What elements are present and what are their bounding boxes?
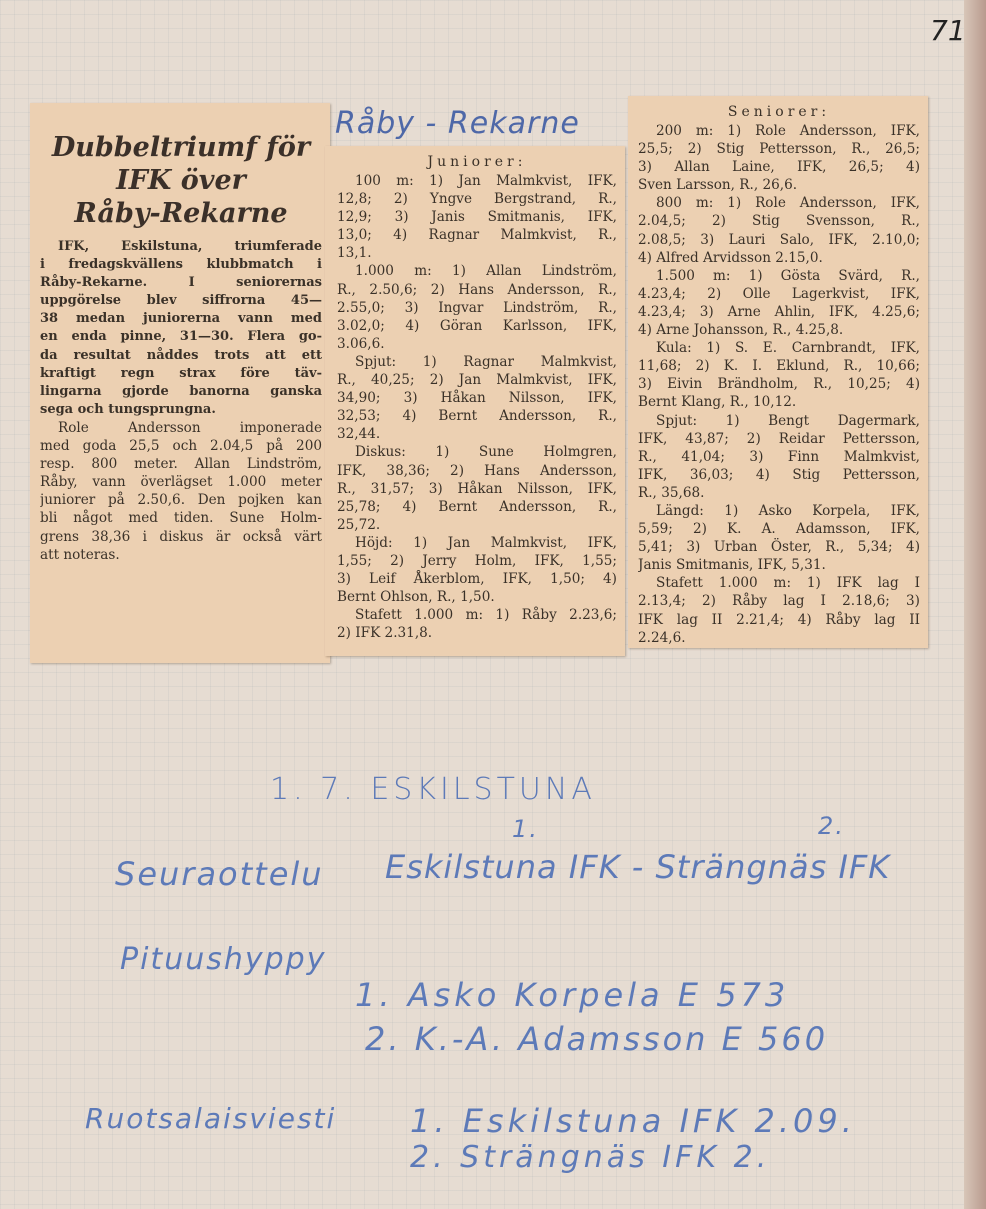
results-body — [337, 172, 617, 642]
text-line: lingarna gjorde banorna ganska — [40, 383, 322, 399]
text-line: 1.500 m: 1) Gösta Svärd, R., — [656, 267, 920, 284]
paragraph — [40, 238, 322, 419]
text-line: sega och tungsprungna. — [40, 401, 216, 417]
juniorer-heading: Juniorer: — [427, 154, 527, 170]
text-line: Sven Larsson, R., 26,6. — [638, 177, 798, 194]
paragraph — [638, 194, 920, 266]
text-line: Diskus: 1) Sune Holmgren, — [355, 444, 617, 461]
text-line: bli något med tiden. Sune Holm- — [40, 510, 322, 527]
text-line: Råby, vann överlägset 1.000 meter — [40, 474, 322, 491]
seniorer-heading: Seniorer: — [727, 104, 831, 120]
text-line: 100 m: 1) Jan Malmkvist, IFK, — [355, 173, 617, 189]
text-line: Råby-Rekarne. I seniorernas — [40, 275, 322, 291]
text-line: 2) IFK 2.31,8. — [337, 625, 433, 642]
text-line: 4.23,4; 2) Olle Lagerkvist, IFK, — [638, 285, 920, 302]
text-line: Spjut: 1) Ragnar Malmkvist, — [355, 353, 617, 370]
paragraph — [337, 353, 617, 443]
middle-clipping — [325, 146, 625, 656]
paragraph — [638, 574, 920, 646]
relay-result-1: 1. Eskilstuna IFK 2.09. — [410, 1102, 856, 1140]
text-line: da resultat nåddes trots att ett — [40, 347, 322, 363]
text-line: Stafett 1.000 m: 1) IFK lag I — [656, 575, 920, 592]
text-line: R., 40,25; 2) Jan Malmkvist, IFK, — [337, 372, 617, 389]
text-line: R., 2.50,6; 2) Hans Andersson, R., — [337, 281, 617, 298]
headline — [40, 131, 322, 230]
text-line: 32,44. — [337, 426, 381, 443]
handwritten-title: Råby - Rekarne — [335, 106, 580, 141]
text-line: R., 41,04; 3) Finn Malmkvist, — [638, 448, 920, 465]
text-line: 3.02,0; 4) Göran Karlsson, IFK, — [337, 317, 617, 334]
text-line: R., 35,68. — [638, 484, 705, 501]
paragraph — [337, 443, 617, 533]
paragraph — [337, 534, 617, 606]
paragraph — [638, 122, 920, 194]
text-line: R., 31,57; 3) Håkan Nilsson, IFK, — [337, 480, 617, 497]
text-line: 32,53; 4) Bernt Andersson, R., — [337, 408, 617, 425]
results-body — [638, 122, 920, 647]
long-jump-label: Pituushyppy — [120, 942, 327, 977]
text-line: 4) Arne Johansson, R., 4.25,8. — [638, 322, 844, 339]
text-line: 1,55; 2) Jerry Holm, IFK, 1,55; — [337, 552, 617, 569]
text-line: 200 m: 1) Role Andersson, IFK, — [656, 123, 920, 139]
text-line: Kula: 1) S. E. Carnbrandt, IFK, — [656, 340, 920, 357]
text-line: IFK, 43,87; 2) Reidar Pettersson, — [638, 430, 920, 447]
date-place: 1. 7. ESKILSTUNA — [270, 772, 596, 807]
page-edge — [964, 0, 986, 1209]
text-line: att noteras. — [40, 546, 120, 563]
headline-line: IFK över — [116, 165, 246, 196]
text-line: Längd: 1) Asko Korpela, IFK, — [656, 502, 920, 519]
paragraph — [337, 172, 617, 262]
text-line: 11,68; 2) K. I. Eklund, R., 10,66; — [638, 358, 920, 375]
text-line: IFK, Eskilstuna, triumferade — [58, 239, 322, 254]
event-label: Seuraottelu — [115, 855, 324, 893]
text-line: Höjd: 1) Jan Malmkvist, IFK, — [355, 534, 617, 551]
text-line: 34,90; 3) Håkan Nilsson, IFK, — [337, 390, 617, 407]
paragraph — [638, 339, 920, 411]
text-line: 800 m: 1) Role Andersson, IFK, — [656, 195, 920, 212]
text-line: juniorer på 2.50,6. Den pojken kan — [40, 492, 322, 509]
text-line: Spjut: 1) Bengt Dagermark, — [656, 412, 920, 429]
paragraph — [638, 267, 920, 339]
text-line: IFK, 38,36; 2) Hans Andersson, — [337, 462, 617, 479]
text-line: 2.13,4; 2) Råby lag I 2.18,6; 3) — [638, 593, 920, 610]
text-line: 3.06,6. — [337, 335, 385, 352]
text-line: 3) Eivin Brändholm, R., 10,25; 4) — [638, 376, 920, 393]
text-line: Janis Smitmanis, IFK, 5,31. — [638, 557, 826, 574]
text-line: 12,9; 3) Janis Smitmanis, IFK, — [337, 209, 617, 226]
paragraph — [337, 606, 617, 642]
text-line: Role Andersson imponerade — [58, 419, 322, 436]
text-line: 4.23,4; 3) Arne Ahlin, IFK, 4.25,6; — [638, 303, 920, 320]
long-jump-result-2: 2. K.-A. Adamsson E 560 — [365, 1020, 829, 1058]
text-line: 2.08,5; 3) Lauri Salo, IFK, 2.10,0; — [638, 231, 920, 248]
text-line: med goda 25,5 och 2.04,5 på 200 — [40, 438, 322, 455]
text-line: grens 38,36 i diskus är också värt — [40, 528, 322, 545]
text-line: 38 medan juniorerna vann med — [40, 311, 322, 327]
paragraph — [40, 419, 322, 564]
text-line: 2.24,6. — [638, 629, 686, 646]
team1-number: 1. — [512, 815, 539, 843]
text-line: 5,59; 2) K. A. Adamsson, IFK, — [638, 521, 920, 538]
text-line: 13,1. — [337, 245, 372, 262]
text-line: Bernt Ohlson, R., 1,50. — [337, 589, 495, 606]
text-line: uppgörelse blev siffrorna 45— — [40, 293, 322, 309]
text-line: IFK lag II 2.21,4; 4) Råby lag II — [638, 611, 920, 628]
text-line: 25,72. — [337, 516, 381, 533]
paragraph — [337, 262, 617, 352]
page-number: 71 — [930, 14, 966, 47]
text-line: 2.04,5; 2) Stig Svensson, R., — [638, 213, 920, 230]
text-line: en enda pinne, 31—30. Flera go- — [40, 329, 322, 345]
text-line: i fredagskvällens klubbmatch i — [40, 257, 322, 273]
right-clipping — [628, 96, 928, 648]
relay-result-2: 2. Strängnäs IFK 2. — [410, 1140, 771, 1175]
text-line: 25,5; 2) Stig Pettersson, R., 26,5; — [638, 141, 920, 158]
match-title: Eskilstuna IFK - Strängnäs IFK — [385, 848, 891, 886]
paragraph — [638, 502, 920, 574]
left-clipping — [30, 103, 330, 663]
text-line: IFK, 36,03; 4) Stig Pettersson, — [638, 466, 920, 483]
paragraph — [638, 412, 920, 502]
headline-line: Dubbeltriumf för — [51, 132, 311, 163]
text-line: 1.000 m: 1) Allan Lindström, — [355, 263, 617, 280]
relay-label: Ruotsalaisviesti — [85, 1102, 337, 1135]
text-line: resp. 800 meter. Allan Lindström, — [40, 456, 322, 473]
text-line: 5,41; 3) Urban Öster, R., 5,34; 4) — [638, 539, 920, 556]
team2-number: 2. — [818, 812, 845, 840]
text-line: 3) Allan Laine, IFK, 26,5; 4) — [638, 159, 920, 176]
text-line: 2.55,0; 3) Ingvar Lindström, R., — [337, 299, 617, 316]
text-line: 3) Leif Åkerblom, IFK, 1,50; 4) — [337, 571, 617, 588]
article-body — [40, 238, 322, 564]
headline-line: Råby-Rekarne — [74, 198, 288, 229]
text-line: 4) Alfred Arvidsson 2.15,0. — [638, 249, 823, 266]
long-jump-result-1: 1. Asko Korpela E 573 — [355, 976, 790, 1014]
text-line: Bernt Klang, R., 10,12. — [638, 394, 797, 411]
text-line: kraftigt regn strax före täv- — [40, 365, 322, 381]
text-line: 12,8; 2) Yngve Bergstrand, R., — [337, 191, 617, 208]
text-line: Stafett 1.000 m: 1) Råby 2.23,6; — [355, 607, 617, 624]
text-line: 25,78; 4) Bernt Andersson, R., — [337, 498, 617, 515]
text-line: 13,0; 4) Ragnar Malmkvist, R., — [337, 227, 617, 244]
